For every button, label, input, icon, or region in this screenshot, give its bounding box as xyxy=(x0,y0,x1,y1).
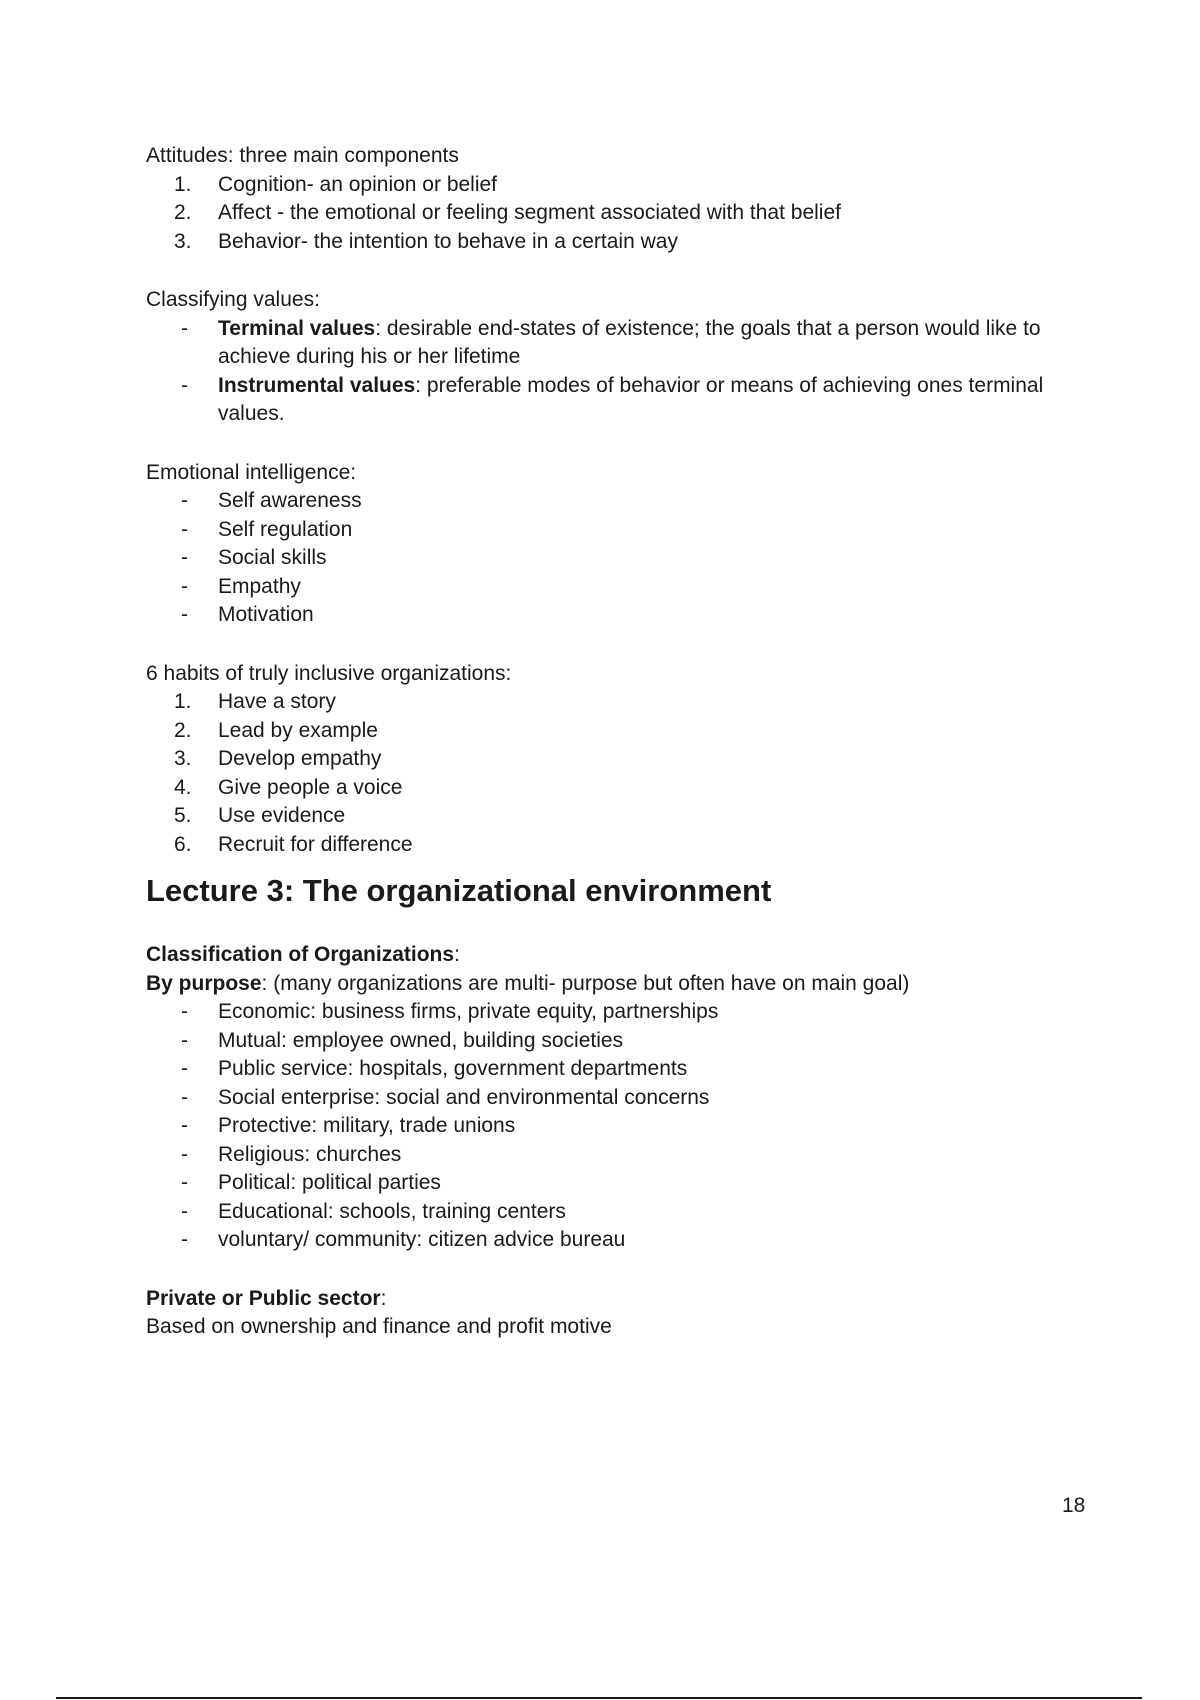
list-marker: 1. xyxy=(174,690,192,713)
page-bottom-divider xyxy=(56,1697,1142,1699)
inclusive-habits-heading: 6 habits of truly inclusive organizations: xyxy=(146,661,512,685)
list-marker: - xyxy=(181,489,188,512)
list-marker: 4. xyxy=(174,775,192,799)
list-item-text: Self awareness xyxy=(218,489,362,512)
list-marker: - xyxy=(181,1114,188,1137)
sector-text: Based on ownership and finance and profit motive xyxy=(146,1315,612,1338)
list-marker: - xyxy=(181,1171,188,1194)
list-item-text: voluntary/ community: citizen advice bureau xyxy=(218,1228,626,1251)
page-content xyxy=(146,142,1096,1342)
list-item xyxy=(146,601,1096,630)
attitudes-heading: Attitudes: three main components xyxy=(146,144,459,167)
sector-heading xyxy=(146,1285,1096,1314)
list-item-text: Social skills xyxy=(218,546,327,569)
attitudes-list xyxy=(146,171,1096,257)
list-item xyxy=(146,1027,1096,1056)
term-definition: : preferable modes of behavior or means of achieving ones terminal values. xyxy=(218,373,1044,425)
classifying-values-heading: Classifying values: xyxy=(146,288,320,311)
list-item-text: Empathy xyxy=(218,574,301,598)
list-item-text: Educational: schools, training centers xyxy=(218,1199,566,1223)
by-purpose-label: By purpose xyxy=(146,971,262,995)
list-item xyxy=(146,774,1096,803)
list-item xyxy=(146,1198,1096,1227)
by-purpose-text: : (many organizations are multi- purpose but often have on main goal) xyxy=(261,971,910,995)
list-marker: - xyxy=(181,603,188,626)
classifying-values-section xyxy=(146,286,1096,429)
inclusive-habits-list xyxy=(146,688,1096,859)
list-marker: - xyxy=(181,1199,188,1223)
list-marker: - xyxy=(181,1085,188,1109)
list-item-text: Religious: churches xyxy=(218,1142,402,1166)
spacer xyxy=(146,256,1096,286)
list-marker: - xyxy=(181,574,188,598)
sector-heading-label: Private or Public sector xyxy=(146,1286,381,1310)
classification-list xyxy=(146,998,1096,1255)
list-item xyxy=(146,1141,1096,1170)
list-item xyxy=(146,1169,1096,1198)
list-item-text: Economic: business firms, private equity, partnerships xyxy=(218,1000,719,1023)
list-marker: - xyxy=(181,1000,188,1023)
term-definition: : desirable end-states of existence; the goals that a person would like to achieve during his or her lifetime xyxy=(218,316,1041,368)
list-item xyxy=(146,688,1096,717)
list-item xyxy=(146,745,1096,774)
list-item-text: Recruit for difference xyxy=(218,832,413,856)
attitudes-section xyxy=(146,142,1096,256)
list-item xyxy=(146,802,1096,831)
list-marker: - xyxy=(181,546,188,569)
lecture-title: Lecture 3: The organizational environment xyxy=(146,873,772,908)
term-label: Terminal values xyxy=(218,316,376,340)
list-marker: - xyxy=(181,1057,188,1080)
classifying-values-list xyxy=(146,315,1096,429)
list-item xyxy=(146,1084,1096,1113)
list-marker: - xyxy=(181,316,188,340)
list-item xyxy=(146,315,1096,372)
list-item-text: Behavior- the intention to behave in a certain way xyxy=(218,229,678,253)
list-marker: 5. xyxy=(174,804,192,827)
list-item xyxy=(146,544,1096,573)
sector-heading-colon: : xyxy=(380,1286,387,1310)
spacer xyxy=(146,630,1096,660)
classification-heading xyxy=(146,941,1096,970)
list-marker: 3. xyxy=(174,747,192,770)
list-item-text: Have a story xyxy=(218,690,336,713)
list-item xyxy=(146,717,1096,746)
classification-heading-label: Classification of Organizations xyxy=(146,943,455,966)
list-item-text: Political: political parties xyxy=(218,1171,441,1194)
list-item-text: Public service: hospitals, government departments xyxy=(218,1057,688,1080)
list-item xyxy=(146,573,1096,602)
list-item-text: Motivation xyxy=(218,603,314,626)
list-marker: 1. xyxy=(174,172,192,196)
list-marker: 3. xyxy=(174,229,192,253)
list-item-text: Self regulation xyxy=(218,517,353,541)
list-item-text: Mutual: employee owned, building societies xyxy=(218,1028,624,1052)
classification-section xyxy=(146,941,1096,1255)
list-item-text: Affect - the emotional or feeling segment associated with that belief xyxy=(218,201,841,224)
list-item xyxy=(146,1055,1096,1084)
list-item xyxy=(146,171,1096,200)
list-item xyxy=(146,516,1096,545)
emotional-intelligence-list xyxy=(146,487,1096,630)
list-item xyxy=(146,372,1096,429)
emotional-intelligence-section xyxy=(146,459,1096,630)
list-marker: - xyxy=(181,373,188,397)
list-item xyxy=(146,1112,1096,1141)
list-marker: - xyxy=(181,1142,188,1166)
list-marker: - xyxy=(181,1228,188,1251)
list-item xyxy=(146,1226,1096,1255)
classification-heading-colon: : xyxy=(454,943,460,966)
list-item-text: Social enterprise: social and environmental concerns xyxy=(218,1085,710,1109)
emotional-intelligence-heading: Emotional intelligence: xyxy=(146,460,357,484)
list-item xyxy=(146,487,1096,516)
list-marker: 6. xyxy=(174,832,192,856)
sector-section xyxy=(146,1285,1096,1342)
by-purpose-line xyxy=(146,970,1096,999)
list-marker: 2. xyxy=(174,718,192,742)
list-item-text: Cognition- an opinion or belief xyxy=(218,172,498,196)
list-item-text: Give people a voice xyxy=(218,775,403,799)
spacer xyxy=(146,429,1096,459)
spacer xyxy=(146,1255,1096,1285)
term-label: Instrumental values xyxy=(218,373,416,397)
list-marker: - xyxy=(181,1028,188,1052)
list-marker: - xyxy=(181,517,188,541)
list-item xyxy=(146,199,1096,228)
list-item xyxy=(146,831,1096,860)
list-item-text: Use evidence xyxy=(218,804,346,827)
list-item-text: Develop empathy xyxy=(218,747,382,770)
list-item-text: Lead by example xyxy=(218,718,378,742)
list-marker: 2. xyxy=(174,201,192,224)
list-item xyxy=(146,998,1096,1027)
list-item-text: Protective: military, trade unions xyxy=(218,1114,516,1137)
list-item xyxy=(146,228,1096,257)
inclusive-habits-section xyxy=(146,660,1096,860)
page-number: 18 xyxy=(1062,1494,1086,1517)
